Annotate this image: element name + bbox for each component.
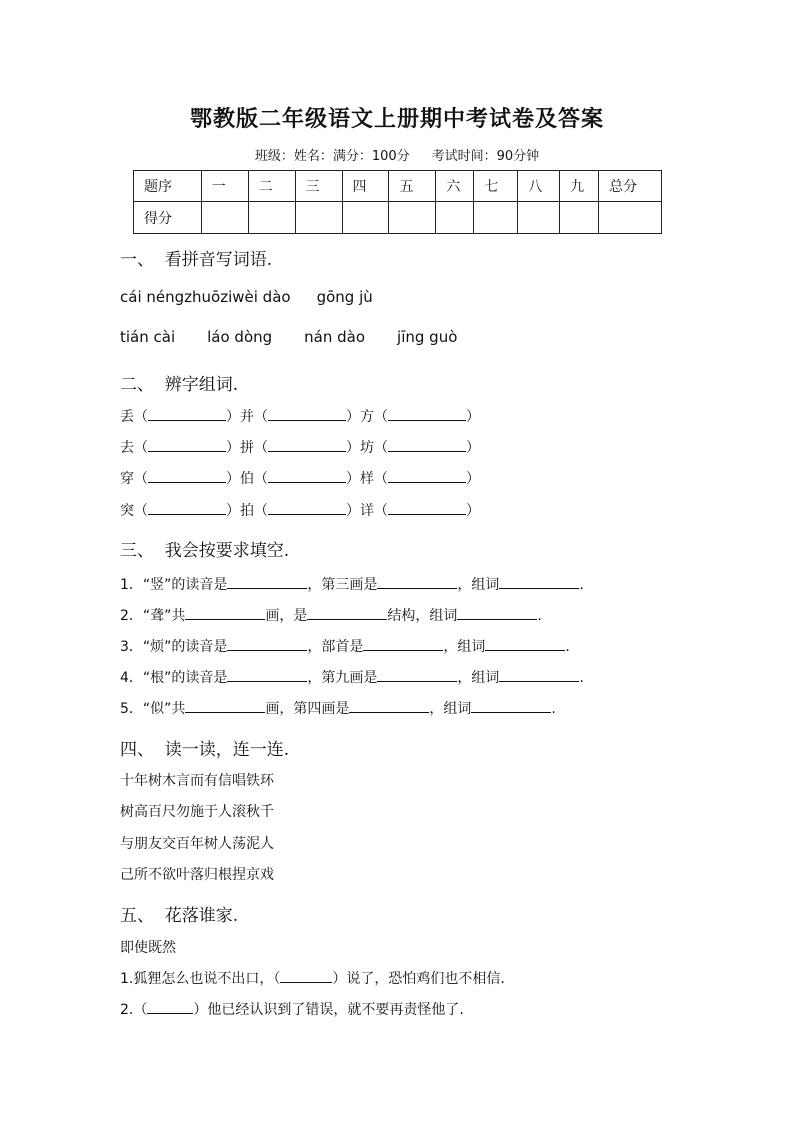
fill-text: 4．“根”的读音是 <box>120 670 228 686</box>
answer-blank[interactable] <box>185 605 265 620</box>
score-header-cell: 八 <box>518 171 560 202</box>
fill-text: . <box>537 608 542 624</box>
answer-blank[interactable] <box>148 437 226 452</box>
paren: （ <box>374 409 388 425</box>
answer-blank[interactable] <box>499 574 579 589</box>
fill-text: 5．“似”共 <box>120 701 186 717</box>
match-line: 十年树木言而有信唱铁环 <box>120 773 274 789</box>
time-info: 考试时间：90分钟 <box>431 149 540 164</box>
score-header-cell: 四 <box>342 171 389 202</box>
word-group-row <box>120 406 480 426</box>
class-info: 班级：姓名：满分：100分 <box>254 149 410 164</box>
pinyin-item: jīng guò <box>397 328 458 346</box>
answer-blank[interactable] <box>148 468 226 483</box>
section-5-title: 五、 花落谁家. <box>120 906 239 926</box>
score-table <box>133 170 662 234</box>
answer-blank[interactable] <box>227 667 307 682</box>
word-group-row <box>120 500 480 520</box>
paren: （ <box>134 503 148 519</box>
paren: ） <box>346 409 360 425</box>
paren: （ <box>374 503 388 519</box>
answer-blank[interactable] <box>499 667 579 682</box>
score-header-cell: 五 <box>389 171 436 202</box>
score-header-cell: 六 <box>436 171 474 202</box>
paren: ） <box>226 471 240 487</box>
paren: ） <box>346 503 360 519</box>
paren: ） <box>226 409 240 425</box>
pinyin-item: cái néngzhuōziwèi dào <box>120 288 291 306</box>
word-bank: 即使既然 <box>120 940 176 956</box>
section-2-title: 二、 辨字组词. <box>120 375 239 395</box>
paren: （ <box>374 440 388 456</box>
paren: ） <box>466 409 480 425</box>
score-cell <box>560 202 599 234</box>
pinyin-line-2 <box>120 328 457 346</box>
fill-item <box>120 636 570 656</box>
answer-blank[interactable] <box>349 698 429 713</box>
fill-text: ）说了，恐怕鸡们也不相信. <box>332 971 505 987</box>
fill-item <box>120 999 464 1019</box>
score-cell <box>248 202 295 234</box>
fill-text: ，组词 <box>457 670 500 686</box>
match-line: 树高百尺勿施于人滚秋千 <box>120 804 274 820</box>
score-header-cell: 一 <box>201 171 248 202</box>
paren: （ <box>254 503 268 519</box>
fill-text: 1.狐狸怎么也说不出口，（ <box>120 971 281 987</box>
answer-blank[interactable] <box>148 500 226 515</box>
answer-blank[interactable] <box>307 605 387 620</box>
pinyin-item: nán dào <box>304 328 366 346</box>
char: 拼 <box>240 440 254 456</box>
fill-text: ，第九画是 <box>307 670 378 686</box>
answer-blank[interactable] <box>485 636 565 651</box>
score-header-cell: 二 <box>248 171 295 202</box>
score-header-cell: 七 <box>474 171 518 202</box>
fill-item <box>120 574 584 594</box>
paren: （ <box>254 409 268 425</box>
char: 方 <box>360 409 374 425</box>
fill-text: 结构，组词 <box>387 608 458 624</box>
score-cell <box>201 202 248 234</box>
score-cell <box>518 202 560 234</box>
answer-blank[interactable] <box>280 968 332 983</box>
fill-item <box>120 667 584 687</box>
score-cell <box>474 202 518 234</box>
answer-blank[interactable] <box>388 437 466 452</box>
fill-text: 2．“聋”共 <box>120 608 186 624</box>
char: 突 <box>120 503 134 519</box>
pinyin-item: gōng jù <box>316 288 373 306</box>
fill-item <box>120 968 505 988</box>
answer-blank[interactable] <box>268 468 346 483</box>
section-1-title: 一、 看拼音写词语. <box>120 250 273 270</box>
char: 穿 <box>120 471 134 487</box>
score-cell <box>436 202 474 234</box>
char: 样 <box>360 471 374 487</box>
fill-text: . <box>579 670 584 686</box>
exam-subtitle <box>0 145 794 164</box>
paren: （ <box>134 471 148 487</box>
score-header-cell: 总分 <box>599 171 662 202</box>
char: 拍 <box>240 503 254 519</box>
paren: （ <box>374 471 388 487</box>
answer-blank[interactable] <box>227 574 307 589</box>
paren: （ <box>254 471 268 487</box>
score-cell <box>342 202 389 234</box>
char: 伯 <box>240 471 254 487</box>
score-cell <box>295 202 342 234</box>
fill-text: 画，是 <box>265 608 308 624</box>
answer-blank[interactable] <box>147 999 193 1014</box>
fill-text: 画，第四画是 <box>265 701 350 717</box>
fill-item <box>120 605 542 625</box>
fill-text: . <box>579 577 584 593</box>
word-group-row <box>120 468 480 488</box>
score-label-cell: 得分 <box>134 202 202 234</box>
exam-title: 鄂教版二年级语文上册期中考试卷及答案 <box>189 106 604 132</box>
answer-blank[interactable] <box>377 574 457 589</box>
answer-blank[interactable] <box>148 406 226 421</box>
answer-blank[interactable] <box>388 406 466 421</box>
word-group-row <box>120 437 480 457</box>
paren: ） <box>466 440 480 456</box>
char: 坊 <box>360 440 374 456</box>
score-header-cell: 九 <box>560 171 599 202</box>
paren: ） <box>346 440 360 456</box>
answer-blank[interactable] <box>471 698 551 713</box>
section-3-title: 三、 我会按要求填空. <box>120 541 290 561</box>
answer-blank[interactable] <box>363 636 443 651</box>
paren: ） <box>226 503 240 519</box>
paren: ） <box>346 471 360 487</box>
fill-text: 1．“竖”的读音是 <box>120 577 228 593</box>
fill-text: . <box>565 639 570 655</box>
paren: （ <box>134 440 148 456</box>
pinyin-item: tián cài <box>120 328 176 346</box>
paren: （ <box>134 409 148 425</box>
answer-blank[interactable] <box>388 500 466 515</box>
section-4-title: 四、 读一读，连一连. <box>120 740 290 760</box>
score-table-score-row <box>134 202 662 234</box>
answer-blank[interactable] <box>185 698 265 713</box>
fill-text: ）他已经认识到了错误，就不要再责怪他了. <box>193 1002 464 1018</box>
paren: ） <box>226 440 240 456</box>
answer-blank[interactable] <box>268 500 346 515</box>
paren: ） <box>466 503 480 519</box>
fill-text: ，组词 <box>457 577 500 593</box>
pinyin-line-1 <box>120 288 373 306</box>
score-header-cell: 三 <box>295 171 342 202</box>
fill-text: ，部首是 <box>307 639 364 655</box>
answer-blank[interactable] <box>268 437 346 452</box>
fill-text: ，组词 <box>429 701 472 717</box>
fill-text: ，第三画是 <box>307 577 378 593</box>
fill-text: 2.（ <box>120 1002 148 1018</box>
answer-blank[interactable] <box>377 667 457 682</box>
answer-blank[interactable] <box>457 605 537 620</box>
score-header-cell: 题序 <box>134 171 202 202</box>
answer-blank[interactable] <box>388 468 466 483</box>
pinyin-item: láo dòng <box>207 328 273 346</box>
char: 详 <box>360 503 374 519</box>
paren: （ <box>254 440 268 456</box>
match-line: 与朋友交百年树人荡泥人 <box>120 836 274 852</box>
match-line: 己所不欲叶落归根捏京戏 <box>120 867 274 883</box>
score-table-header-row <box>134 171 662 202</box>
fill-text: ，组词 <box>443 639 486 655</box>
char: 去 <box>120 440 134 456</box>
char: 丢 <box>120 409 134 425</box>
char: 并 <box>240 409 254 425</box>
fill-item <box>120 698 556 718</box>
answer-blank[interactable] <box>268 406 346 421</box>
score-cell <box>389 202 436 234</box>
fill-text: . <box>551 701 556 717</box>
fill-text: 3．“烦”的读音是 <box>120 639 228 655</box>
score-cell <box>599 202 662 234</box>
paren: ） <box>466 471 480 487</box>
answer-blank[interactable] <box>227 636 307 651</box>
